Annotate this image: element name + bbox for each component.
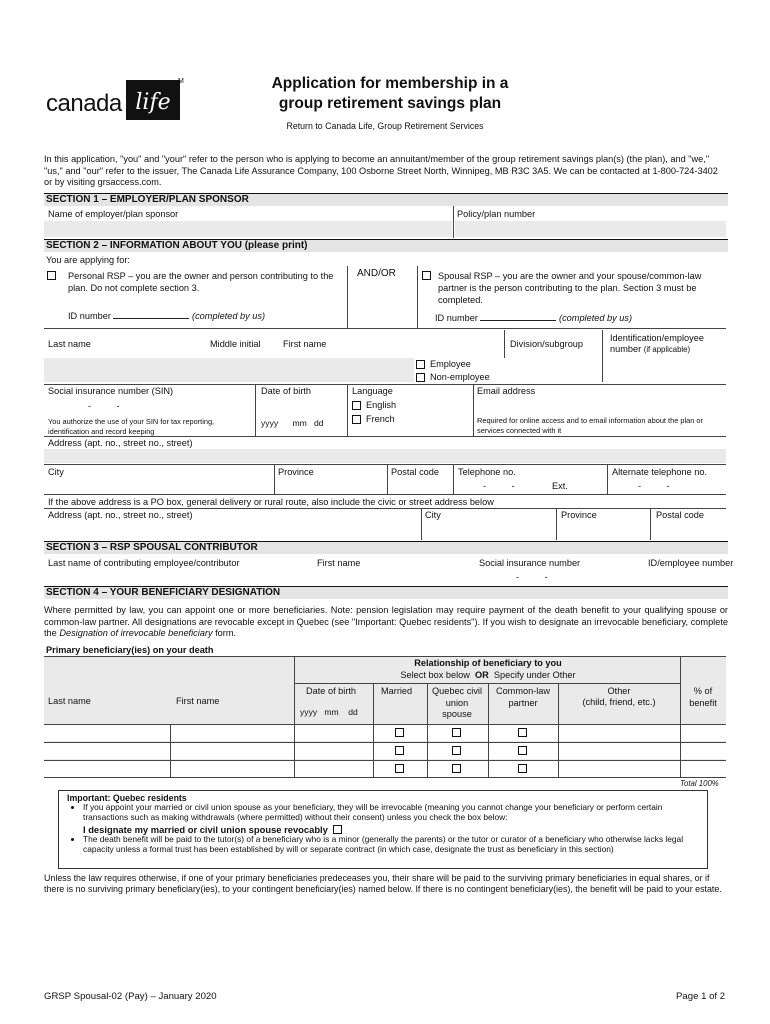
page-number-footer: Page 1 of 2 [676,991,726,1002]
alt-telephone-dashes[interactable]: - - [638,481,670,491]
intro-paragraph: In this application, "you" and "your" refer to the person who is applying to become an annuitant/member of the group retirement savings plan(s) (the plan), and "we," "us," and "our" refer to the issuer, The Canada Life Assurance Company, 100 Osborne Street North, Winnipeg, MB R3C 3A5. We can be contacted at 1-800-724-3402 or by visiting grsaccess.com. [44,154,718,187]
quebec-checkbox-row1[interactable] [452,728,461,737]
employer-label: Name of employer/plan sponsor [48,209,179,219]
telephone-dashes[interactable]: - - [483,481,515,491]
beneficiary-intro-text: Where permitted by law, you can appoint one or more beneficiaries. Note: pension legislation may require payment of the death benefit to your qualifying spouse or common-law partner. All designations are revocable except in Quebec (see "Important: Quebec residents"). If you wish to designate an irrevocable beneficiary, complete the [44,605,728,638]
ident-number-word: number [610,344,642,354]
section3-heading: SECTION 3 – RSP SPOUSAL CONTRIBUTOR [44,541,728,554]
po-box-note: If the above address is a PO box, general delivery or rural route, also include the civic or street address below [48,497,494,507]
table-row[interactable] [44,761,726,777]
alt-telephone-label: Alternate telephone no. [612,467,708,477]
postal-code-label: Postal code [391,467,440,477]
section2-heading: SECTION 2 – INFORMATION ABOUT YOU (please print) [44,239,728,252]
ext-label: Ext. [552,481,568,491]
col-last-name: Last name [48,696,91,706]
revocable-spouse-checkbox[interactable] [333,825,342,834]
col-quebec: Quebec civil union spouse [431,686,483,719]
id-number-label: ID number [68,311,111,321]
contributor-sin-label: Social insurance number [479,558,581,568]
province-label: Province [278,467,314,477]
id-number-right [435,313,632,323]
quebec-checkbox-row2[interactable] [452,746,461,755]
col-married: Married [381,686,413,696]
or-label: OR [474,670,489,680]
specify-other-label: Specify under Other [493,670,576,680]
employee-checkbox[interactable] [416,360,425,369]
col-date-of-birth: Date of birth [306,686,357,696]
address2-label: Address (apt. no., street no., street) [48,510,193,520]
andor-text: AND/OR [357,268,396,279]
personal-rsp-text: Personal RSP – you are the owner and person contributing to the plan. Do not complete section 3. [68,271,334,293]
sin-dashes[interactable]: - - [88,401,120,411]
quebec-residents-box [58,790,708,869]
english-label: English [366,400,397,410]
closing-paragraph: Unless the law requires otherwise, if one of your primary beneficiaries predeceases you, their share will be paid to the surviving primary beneficiaries in equal shares, or if there is no surviving primary beneficiary(ies), to your contingent beneficiary(ies) named below. If there is no contingent beneficiary(ies), the benefit will be paid to your estate. [44,873,722,894]
spousal-rsp-text: Spousal RSP – you are the owner and your spouse/common-law partner is the person contributing to the plan. Section 3 must be completed. [438,271,702,305]
return-to-text: Return to Canada Life, Group Retirement Services [286,121,484,131]
name-field[interactable] [44,358,414,382]
canada-life-logo [46,78,196,128]
contributor-first-name-label: First name [317,558,361,568]
beneficiary-intro [44,605,728,640]
dob-format[interactable]: yyyy mm dd [261,418,324,428]
spousal-rsp-checkbox[interactable] [422,271,431,280]
select-box-label: Select box below [400,670,470,680]
sin-label: Social insurance number (SIN) [48,386,174,396]
logo-mark-letter: M [178,78,184,85]
form-title-line2: group retirement savings plan [278,95,502,112]
table-row[interactable] [44,743,726,759]
employee-label: Employee [430,359,471,369]
quebec-title: Important: Quebec residents [67,793,187,803]
married-checkbox-row3[interactable] [395,764,404,773]
telephone-label: Telephone no. [458,467,516,477]
employer-field[interactable] [44,221,452,237]
middle-initial-label: Middle initial [210,339,261,349]
sin-note: You authorize the use of your SIN for tax reporting, identification and record keeping [48,417,215,436]
primary-beneficiaries-heading: Primary beneficiary(ies) on your death [46,645,214,655]
division-label: Division/subgroup [510,339,584,349]
common-law-checkbox-row1[interactable] [518,728,527,737]
form-title-line1: Application for membership in a [271,75,509,92]
language-label: Language [352,386,393,396]
relationship-subheading [296,670,680,680]
id-number-left [68,311,265,321]
col-first-name: First name [176,696,220,706]
quebec-designate-label: I designate my married or civil union spouse revocably [83,823,328,835]
table-row[interactable] [44,725,726,741]
completed-by-us-label-2: (completed by us) [559,313,633,323]
total-100-label: Total 100% [680,779,719,788]
beneficiary-intro-end: form. [215,628,237,638]
section4-heading: SECTION 4 – YOUR BENEFICIARY DESIGNATION [44,586,728,599]
address-field[interactable] [44,449,726,463]
french-label: French [366,414,395,424]
completed-by-us-label: (completed by us) [192,311,266,321]
city2-label: City [425,510,441,520]
logo-word: canada [46,90,122,117]
ident-employee-line1: Identification/employee [610,333,704,343]
id-number-label-2: ID number [435,313,478,323]
policy-field[interactable] [455,221,726,237]
col-other-sub: (child, friend, etc.) [582,697,656,707]
contributor-last-name-label: Last name of contributing employee/contributor [48,558,240,568]
last-name-label: Last name [48,339,91,349]
col-other: Other [607,686,631,696]
city-label: City [48,467,64,477]
contributor-id-label: ID/employee number [648,558,734,568]
logo-script-text: life [135,90,171,115]
ident-employee-label [610,333,704,355]
id-number-blank-2[interactable] [480,320,556,321]
married-checkbox-row1[interactable] [395,728,404,737]
personal-rsp-checkbox[interactable] [47,271,56,280]
form-id-footer: GRSP Spousal-02 (Pay) – January 2020 [44,991,217,1002]
address-label: Address (apt. no., street no., street) [48,438,193,448]
quebec-bullet-1-text: If you appoint your married or civil union spouse as your beneficiary, they will be irrevocable (meaning you cannot change your beneficiary or perform certain transactions such as making withdrawals (where permitted) without their consent) unless you check the box below: [83,802,663,822]
policy-label: Policy/plan number [457,209,536,219]
dob-label: Date of birth [261,386,312,396]
non-employee-label: Non-employee [430,372,490,382]
common-law-checkbox-row3[interactable] [518,764,527,773]
postal-code2-label: Postal code [656,510,705,520]
applying-for-label: You are applying for: [46,255,130,265]
id-number-blank[interactable] [113,318,189,319]
province2-label: Province [561,510,597,520]
contributor-sin-dashes[interactable]: - - [516,572,548,582]
email-note: Required for online access and to email information about the plan or services connected with it [477,416,703,435]
col-percent-benefit: % of benefit [689,686,717,708]
relationship-heading: Relationship of beneficiary to you [414,658,562,668]
section1-heading: SECTION 1 – EMPLOYER/PLAN SPONSOR [44,193,728,206]
married-checkbox-row2[interactable] [395,746,404,755]
irrevocable-form-name: Designation of irrevocable beneficiary [59,628,213,638]
quebec-checkbox-row3[interactable] [452,764,461,773]
col-common-law: Common-law partner [495,686,551,708]
quebec-bullet-1 [83,803,707,835]
quebec-bullet-2: • The death benefit will be paid to the tutor(s) of a beneficiary who is a minor (generally the parents) or the tutor or curator of a beneficiary who otherwise lacks legal capacity unless a formal trust has been established by will or separate contract (in which case, designate the trust as beneficiary in this section) [83,835,707,855]
email-label: Email address [477,386,536,396]
first-name-label: First name [283,339,327,349]
french-checkbox[interactable] [352,415,361,424]
non-employee-checkbox[interactable] [416,373,425,382]
if-applicable-label: (if applicable) [643,345,691,354]
common-law-checkbox-row2[interactable] [518,746,527,755]
english-checkbox[interactable] [352,401,361,410]
col-dob-format: yyyy mm dd [300,707,358,717]
logo-life-mark [126,78,182,122]
